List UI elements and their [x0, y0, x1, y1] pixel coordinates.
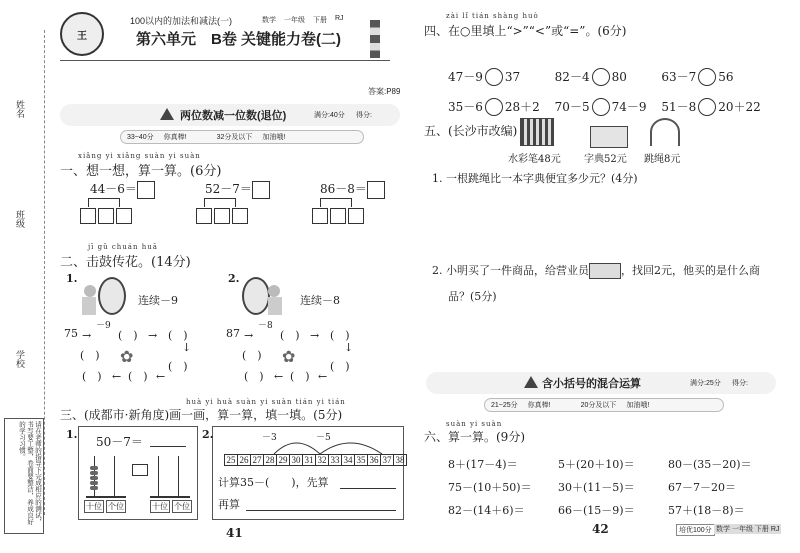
- expression-row: [448, 475, 778, 498]
- expression-item[interactable]: 80－(35－20)＝: [668, 457, 752, 471]
- expression-item[interactable]: 82－(14＋6)＝: [448, 503, 525, 517]
- header-rule: [60, 60, 390, 61]
- score-range-high: 33~40分: [127, 134, 154, 141]
- q3b-calc-1-line[interactable]: [340, 488, 396, 489]
- logo-icon: 王: [77, 30, 87, 42]
- left-expr: 51－8: [661, 99, 697, 114]
- price-paint: 水彩笔48元: [508, 154, 561, 165]
- bead: [90, 476, 98, 480]
- number-cell: 29: [276, 455, 289, 465]
- q3b-calc-2: 再算: [218, 498, 240, 511]
- section-title: 两位数减一位数(退位): [180, 110, 287, 122]
- praise-low: 加油哦!: [626, 402, 650, 409]
- drum-icon: [240, 275, 288, 317]
- arrow-down: ↓: [344, 341, 354, 354]
- score-got: 得分:: [356, 112, 372, 119]
- right-expr: 80: [611, 69, 627, 84]
- right-expr: 37: [504, 69, 521, 84]
- expression-item[interactable]: 30＋(11－5)＝: [558, 480, 635, 494]
- q2b-blank-6[interactable]: ( ): [290, 370, 310, 383]
- dictionary-icon: [590, 126, 628, 148]
- q3a-underline[interactable]: [150, 446, 186, 447]
- q2b-blank-2[interactable]: ( ): [330, 329, 350, 342]
- q2b-label: 连续－8: [300, 294, 340, 307]
- praise-high: 你真棒!: [527, 402, 551, 409]
- place-label: 个位: [108, 502, 124, 511]
- left-expr: 47－9: [448, 69, 483, 84]
- praise-low: 加油哦!: [262, 134, 286, 141]
- answer-ref: 答案:P89: [368, 87, 401, 96]
- number-cell: 28: [263, 455, 276, 465]
- score-got: 得分:: [732, 380, 748, 387]
- expression-item[interactable]: 5＋(20＋10)＝: [558, 457, 635, 471]
- unit-title: 第六单元 B卷 关键能力卷(二): [136, 31, 341, 48]
- place-label: 十位: [86, 502, 102, 511]
- q2b-blank-1[interactable]: ( ): [280, 329, 300, 342]
- answer-box[interactable]: [252, 181, 270, 199]
- q3a-num: 1.: [66, 428, 78, 441]
- arc-minus-5: [320, 443, 382, 454]
- q4-pinyin: zài lǐ tián shàng huò: [446, 12, 539, 20]
- q2-pinyin: jī gǔ chuán huā: [88, 243, 158, 251]
- arrow-down: ↓: [182, 341, 192, 354]
- comparison-item: [555, 68, 662, 87]
- number-cell: 34: [341, 455, 354, 465]
- compare-circle[interactable]: [698, 98, 716, 116]
- triangle-icon: [160, 108, 174, 120]
- jump-rope-icon: [650, 118, 680, 146]
- q2b-op: －8: [258, 321, 273, 331]
- number-cell: 33: [328, 455, 341, 465]
- number-cell: 35: [354, 455, 367, 465]
- arc-minus-3: [274, 443, 320, 454]
- compare-circle[interactable]: [485, 98, 503, 116]
- page-number-left: 41: [226, 526, 243, 540]
- arrow-left: ←: [318, 370, 328, 383]
- number-cell: 30: [289, 455, 302, 465]
- q6-pinyin: suàn yi suàn: [446, 420, 503, 428]
- flower-icon: ✿: [282, 347, 296, 366]
- arrow: →: [148, 329, 158, 342]
- q2a-blank-6[interactable]: ( ): [128, 370, 148, 383]
- q2b-blank-5[interactable]: ( ): [244, 370, 264, 383]
- score-full: 满分:40分: [314, 112, 345, 119]
- comparison-row: [448, 62, 768, 92]
- q1-pinyin: xiǎng yi xiǎng suàn yi suàn: [78, 152, 201, 160]
- score-range-low: 20分及以下: [580, 402, 617, 409]
- q4-title: 四、在○里填上“>”“<”或“=”。(6分): [424, 24, 627, 38]
- triangle-icon: [524, 376, 538, 388]
- right-expr: 56: [718, 69, 734, 84]
- split-diagram-2: [196, 198, 256, 228]
- meta-volume: 下册: [313, 17, 327, 24]
- number-cell: 36: [367, 455, 380, 465]
- expression-item[interactable]: 8＋(17－4)＝: [448, 457, 518, 471]
- side-note: 请在老师的指导下完成相应的测试，书写要工整，卷面要整洁，养成良好的学习习惯。: [4, 418, 44, 534]
- q2a-blank-5[interactable]: ( ): [82, 370, 102, 383]
- q5-problem-1: 1. 一根跳绳比一本字典便宜多少元？(4分): [432, 172, 638, 185]
- answer-box[interactable]: [367, 181, 385, 199]
- comparison-item: [448, 68, 555, 87]
- expression-item[interactable]: 67－7－20＝: [668, 480, 736, 494]
- bead: [90, 486, 98, 490]
- arc-label-2: －5: [316, 433, 331, 443]
- meta-edition: RJ: [335, 15, 344, 22]
- q4-comparisons: [448, 62, 768, 122]
- number-line: [224, 454, 407, 466]
- q6-expressions: [448, 452, 778, 521]
- abacus-left: [86, 456, 126, 500]
- right-expr: 20＋22: [718, 99, 761, 114]
- place-label: 个位: [174, 502, 190, 511]
- score-full: 满分:25分: [690, 380, 721, 387]
- score-range-high: 21~25分: [491, 402, 518, 409]
- comparison-row: [448, 92, 768, 122]
- score-range-low: 32分及以下: [216, 134, 253, 141]
- compare-circle[interactable]: [698, 68, 716, 86]
- footer-brand: 培优100分: [676, 524, 715, 536]
- q2a-blank-4[interactable]: ( ): [168, 360, 188, 373]
- expression-item[interactable]: 66－(15－9)＝: [558, 503, 635, 517]
- q2a-blank-2[interactable]: ( ): [168, 329, 188, 342]
- compare-circle[interactable]: [592, 98, 610, 116]
- brand-logo: [60, 12, 104, 56]
- q3b-calc-1: 计算35－( )，先算: [218, 476, 329, 489]
- q2a-op: －9: [96, 321, 111, 331]
- comparison-item: [661, 68, 768, 87]
- q2-title: 二、击鼓传花。(14分): [60, 255, 191, 270]
- meta-subject: 数学: [262, 17, 276, 24]
- arrow: →: [82, 329, 92, 342]
- comparison-item: [555, 98, 662, 117]
- flower-icon: ✿: [120, 347, 134, 366]
- left-expr: 70－5: [554, 99, 590, 114]
- compare-circle[interactable]: [485, 68, 503, 86]
- binding-line: [44, 30, 45, 515]
- arrow: →: [310, 329, 320, 342]
- page-number-right: 42: [592, 522, 609, 536]
- q6-title: 六、算一算。(9分): [424, 430, 525, 444]
- right-expr: 28＋2: [504, 99, 540, 114]
- score-legend: [484, 398, 724, 412]
- header-meta: [262, 15, 344, 25]
- q2a-num: 1.: [66, 272, 78, 285]
- number-cell: 25: [226, 455, 236, 465]
- meta-grade: 一年级: [284, 17, 305, 24]
- name-label: 姓名: [15, 100, 25, 118]
- answer-box[interactable]: [137, 181, 155, 199]
- paint-box-icon: [520, 118, 554, 146]
- q1-item-3: 86－8＝: [320, 180, 385, 199]
- bead: [90, 471, 98, 475]
- bead: [90, 466, 98, 470]
- q2b-blank-3[interactable]: ( ): [242, 349, 262, 362]
- school-label: 学校: [15, 350, 25, 368]
- number-cell: 27: [250, 455, 263, 465]
- q1-item-2: 52－7＝: [205, 180, 270, 199]
- q2a-label: 连续－9: [138, 294, 178, 307]
- q2b-num: 2.: [228, 272, 240, 285]
- price-rope: 跳绳8元: [644, 154, 681, 165]
- comparison-item: [448, 98, 555, 117]
- number-cell: 26: [237, 455, 250, 465]
- price-dictionary: 字典52元: [584, 154, 627, 165]
- expression-row: [448, 452, 778, 475]
- arrow-left: ←: [112, 370, 122, 383]
- arc-label-1: －3: [262, 433, 277, 443]
- q3b-calc-2-line[interactable]: [246, 510, 396, 511]
- q3-pinyin: huà yi huà suàn yi suàn tián yi tián: [186, 398, 346, 406]
- q2b-start: 87: [226, 327, 240, 340]
- compare-circle[interactable]: [592, 68, 610, 86]
- right-expr: 74－9: [611, 99, 647, 114]
- q5-problem-2-cont: 品？(5分): [448, 290, 497, 303]
- expression-row: [448, 498, 778, 521]
- number-cell: 31: [302, 455, 315, 465]
- praise-high: 你真棒!: [163, 134, 187, 141]
- abacus-right: [150, 456, 190, 500]
- number-cell: 38: [393, 455, 406, 465]
- score-legend: [120, 130, 364, 144]
- banknote-icon: [589, 263, 621, 279]
- number-cell: 37: [380, 455, 393, 465]
- comparison-item: [661, 98, 768, 117]
- q3b-num: 2.: [202, 428, 214, 441]
- lighthouse-icon: [370, 20, 380, 58]
- left-expr: 35－6: [448, 99, 483, 114]
- q5-title: 五、(长沙市改编): [424, 124, 518, 138]
- footer-meta: 数学 一年级 下册 RJ: [716, 526, 780, 533]
- series-title: 100以内的加法和减法(一): [130, 16, 233, 26]
- bead: [90, 481, 98, 485]
- q3a-equation: 50－7＝: [96, 435, 143, 449]
- transform-arrow: [132, 464, 148, 476]
- left-expr: 63－7: [661, 69, 697, 84]
- q1-title: 一、想一想，算一算。(6分): [60, 164, 222, 179]
- class-label: 班级: [15, 210, 25, 228]
- arrow-left: ←: [274, 370, 284, 383]
- place-label: 十位: [152, 502, 168, 511]
- split-diagram-3: [312, 198, 372, 228]
- q1-item-1: 44－6＝: [90, 180, 155, 199]
- q3-title: 三、(成都市·新角度)画一画，算一算，填一填。(5分): [60, 408, 343, 422]
- q2a-start: 75: [64, 327, 78, 340]
- number-cell: 32: [315, 455, 328, 465]
- left-expr: 82－4: [554, 69, 590, 84]
- expression-item[interactable]: 57＋(18－8)＝: [668, 503, 745, 517]
- section-title: 含小括号的混合运算: [542, 378, 641, 390]
- q2a-blank-1[interactable]: ( ): [118, 329, 138, 342]
- expression-item[interactable]: 75－(10＋50)＝: [448, 480, 532, 494]
- q2b-blank-4[interactable]: ( ): [330, 360, 350, 373]
- q2a-blank-3[interactable]: ( ): [80, 349, 100, 362]
- drum-icon: [78, 275, 126, 317]
- q5-problem-2: 2. 小明买了一件商品，给营业员 ，找回2元，他买的是什么商: [432, 264, 760, 277]
- arrow-left: ←: [156, 370, 166, 383]
- arrow: →: [244, 329, 254, 342]
- split-diagram-1: [80, 198, 140, 228]
